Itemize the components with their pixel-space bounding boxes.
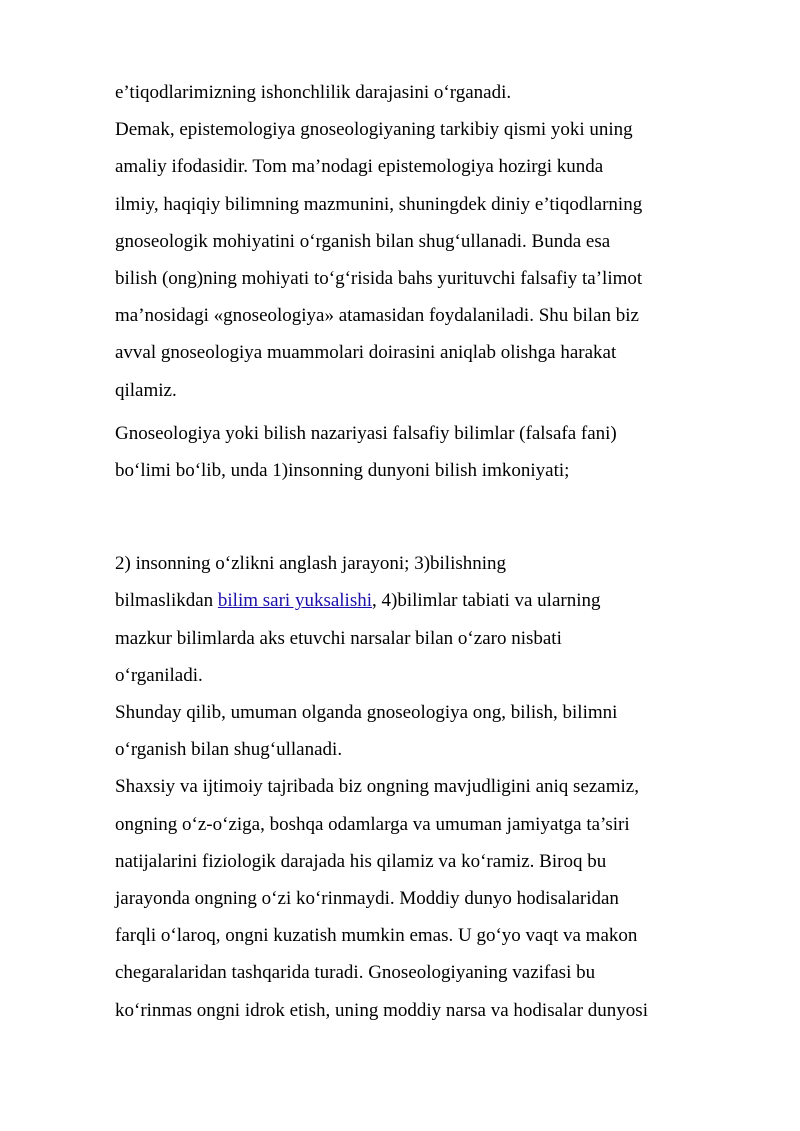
text-line: qilamiz. (115, 379, 177, 401)
text-line: Gnoseologiya yoki bilish nazariyasi falsafiy bilimlar (falsafa fani) (115, 422, 617, 444)
text-line-with-link (115, 582, 725, 619)
text-line: amaliy ifodasidir. Tom ma’nodagi epistemologiya hozirgi kunda (115, 156, 604, 178)
document-page (115, 74, 725, 1029)
paragraph-gnoseology-topics (115, 545, 725, 1029)
text-line: jarayonda ongning o‘zi ko‘rinmaydi. Moddiy dunyo hodisalaridan (115, 888, 619, 910)
text-line: chegaralaridan tashqarida turadi. Gnoseologiyaning vazifasi bu (115, 962, 596, 984)
text-line: bo‘limi bo‘lib, unda 1)insonning dunyoni bilish imkoniyati; (115, 460, 570, 482)
text-line: ma’nosidagi «gnoseologiya» atamasidan foydalaniladi. Shu bilan biz (115, 305, 639, 327)
text-line: Demak, epistemologiya gnoseologiyaning tarkibiy qismi yoki uning (115, 119, 633, 141)
paragraph-gnoseology-definition (115, 415, 725, 489)
text-fragment: bilmaslikdan (115, 590, 218, 612)
text-line: bilish (ong)ning mohiyati to‘g‘risida bahs yurituvchi falsafiy ta’limot (115, 268, 643, 290)
text-line: o‘rganish bilan shug‘ullanadi. (115, 739, 343, 761)
text-line: 2) insonning o‘zlikni anglash jarayoni; 3)bilishning (115, 553, 507, 575)
text-line: farqli o‘laroq, ongni kuzatish mumkin emas. U go‘yo vaqt va makon (115, 925, 638, 947)
text-line: ilmiy, haqiqiy bilimning mazmunini, shuningdek diniy e’tiqodlarning (115, 193, 643, 215)
text-line: gnoseologik mohiyatini o‘rganish bilan shug‘ullanadi. Bunda esa (115, 230, 611, 252)
paragraph-epistemology (115, 74, 725, 409)
text-fragment: , 4)bilimlar tabiati va ularning (372, 590, 601, 612)
text-line: ko‘rinmas ongni idrok etish, uning moddiy narsa va hodisalar dunyosi (115, 999, 648, 1021)
text-line: o‘rganiladi. (115, 664, 203, 686)
text-line: natijalarini fiziologik darajada his qilamiz va ko‘ramiz. Biroq bu (115, 850, 607, 872)
paragraph-spacer (115, 489, 725, 545)
text-line: mazkur bilimlarda aks etuvchi narsalar bilan o‘zaro nisbati (115, 627, 562, 649)
text-line: Shaxsiy va ijtimoiy tajribada biz ongning mavjudligini aniq sezamiz, (115, 776, 639, 798)
text-line: ongning o‘z-o‘ziga, boshqa odamlarga va umuman jamiyatga ta’siri (115, 813, 630, 835)
text-line: e’tiqodlarimizning ishonchlilik darajasini o‘rganadi. (115, 82, 512, 103)
text-line: Shunday qilib, umuman olganda gnoseologiya ong, bilish, bilimni (115, 702, 618, 724)
text-line: avval gnoseologiya muammolari doirasini aniqlab olishga harakat (115, 342, 617, 364)
bilim-sari-yuksalishi-link[interactable]: bilim sari yuksalishi (217, 590, 373, 612)
